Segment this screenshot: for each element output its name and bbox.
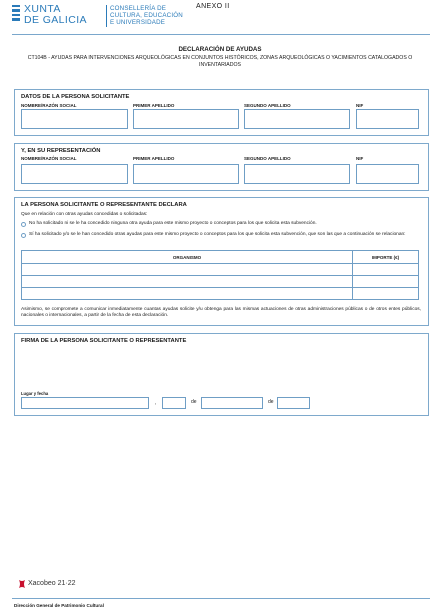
table-row xyxy=(22,288,419,300)
representative-surname1-label: PRIMER APELLIDO xyxy=(133,156,175,161)
de-separator-1: de xyxy=(191,399,197,405)
comma-separator: , xyxy=(155,400,157,406)
representative-surname1-field[interactable] xyxy=(133,164,239,184)
annex-label: ANEXO II xyxy=(196,3,230,10)
table-row xyxy=(22,276,419,288)
department-name xyxy=(110,5,183,26)
applicant-name-label: NOMBRE/RAZÓN SOCIAL xyxy=(21,103,77,108)
organismo-cell[interactable] xyxy=(22,276,353,288)
de-separator-2: de xyxy=(268,399,274,405)
signature-section-title: FIRMA DE LA PERSONA SOLICITANTE O REPRESENTANTE xyxy=(21,338,187,344)
applicant-surname1-field[interactable] xyxy=(133,109,239,129)
representative-surname2-label: SEGUNDO APELLIDO xyxy=(244,156,291,161)
applicant-nif-label: NIF xyxy=(356,103,364,108)
aid-table-header xyxy=(22,251,419,264)
logo-line-1: XUNTA xyxy=(24,3,61,15)
importe-header: IMPORTE (€) xyxy=(353,251,419,264)
aid-table xyxy=(21,250,419,300)
commitment-text: Asimismo, se compromete a comunicar inmediatamente cuantas ayudas solicite y/u obtenga para las mismas actuaciones de otras administraciones públicas o de otros entes públicos, nacionales o internacionales, a partir de la fecha de esta declaración. xyxy=(21,307,421,319)
representative-nif-field[interactable] xyxy=(356,164,419,184)
document-subtitle: CT104B - AYUDAS PARA INTERVENCIONES ARQUEOLÓGICAS EN CONJUNTOS HISTÓRICOS, ZONAS ARQUEOLÓGICAS O YACIMIENTOS CATALOGADOS O INVENTARIADOS xyxy=(27,55,413,68)
declaration-section xyxy=(14,197,429,326)
footer-directorate: Dirección General de Patrimonio Cultural xyxy=(14,603,104,608)
footer-rule xyxy=(12,598,430,599)
header-rule xyxy=(12,34,430,35)
applicant-section xyxy=(14,89,429,136)
declaration-section-title: LA PERSONA SOLICITANTE O REPRESENTANTE DECLARA xyxy=(21,202,187,208)
day-field[interactable] xyxy=(162,397,186,409)
place-date-label: Lugar y fecha xyxy=(21,391,49,396)
option-no-aid-text: No ha solicitado ni se le ha concedido ninguna otra ayuda para este mismo proyecto o conceptos para los que solicita esta subvención. xyxy=(29,221,317,226)
option-no-aid-radio[interactable] xyxy=(21,222,26,227)
place-field[interactable] xyxy=(21,397,149,409)
applicant-nif-field[interactable] xyxy=(356,109,419,129)
department-line-3: E UNIVERSIDADE xyxy=(110,19,166,26)
representative-section-title: Y, EN SU REPRESENTACIÓN xyxy=(21,148,101,154)
organismo-header: ORGANISMO xyxy=(22,251,353,264)
department-line-1: CONSELLERÍA DE xyxy=(110,5,167,12)
xunta-logo xyxy=(12,4,107,30)
xacobeo-logo-text: Xacobeo 21·22 xyxy=(28,580,76,587)
applicant-name-field[interactable] xyxy=(21,109,128,129)
representative-section xyxy=(14,143,429,191)
importe-cell[interactable] xyxy=(353,288,419,300)
xacobeo-logo-icon xyxy=(18,579,26,589)
xunta-flag-icon xyxy=(12,5,20,27)
month-field[interactable] xyxy=(201,397,263,409)
representative-surname2-field[interactable] xyxy=(244,164,350,184)
xunta-logo-text xyxy=(24,4,87,26)
representative-nif-label: NIF xyxy=(356,156,364,161)
applicant-section-title: DATOS DE LA PERSONA SOLICITANTE xyxy=(21,94,130,100)
applicant-surname1-label: PRIMER APELLIDO xyxy=(133,103,175,108)
applicant-surname2-field[interactable] xyxy=(244,109,350,129)
option-other-aid-text: Sí ha solicitado y/o se le han concedido otras ayudas para este mismo proyecto o conceptos para los que solicita esta subvención, que son las que a continuación se relacionan: xyxy=(29,232,406,237)
representative-name-label: NOMBRE/RAZÓN SOCIAL xyxy=(21,156,77,161)
organismo-cell[interactable] xyxy=(22,288,353,300)
applicant-surname2-label: SEGUNDO APELLIDO xyxy=(244,103,291,108)
option-other-aid-radio[interactable] xyxy=(21,233,26,238)
document-title: DECLARACIÓN DE AYUDAS xyxy=(178,46,262,53)
department-line-2: CULTURA, EDUCACIÓN xyxy=(110,12,183,19)
importe-cell[interactable] xyxy=(353,276,419,288)
header-divider xyxy=(106,5,107,27)
declaration-intro: Que en relación con otras ayudas concedidas o solicitadas: xyxy=(21,212,148,217)
signature-section xyxy=(14,333,429,416)
logo-line-2: DE GALICIA xyxy=(24,14,87,26)
representative-name-field[interactable] xyxy=(21,164,128,184)
organismo-cell[interactable] xyxy=(22,264,353,276)
table-row xyxy=(22,264,419,276)
year-field[interactable] xyxy=(277,397,310,409)
importe-cell[interactable] xyxy=(353,264,419,276)
